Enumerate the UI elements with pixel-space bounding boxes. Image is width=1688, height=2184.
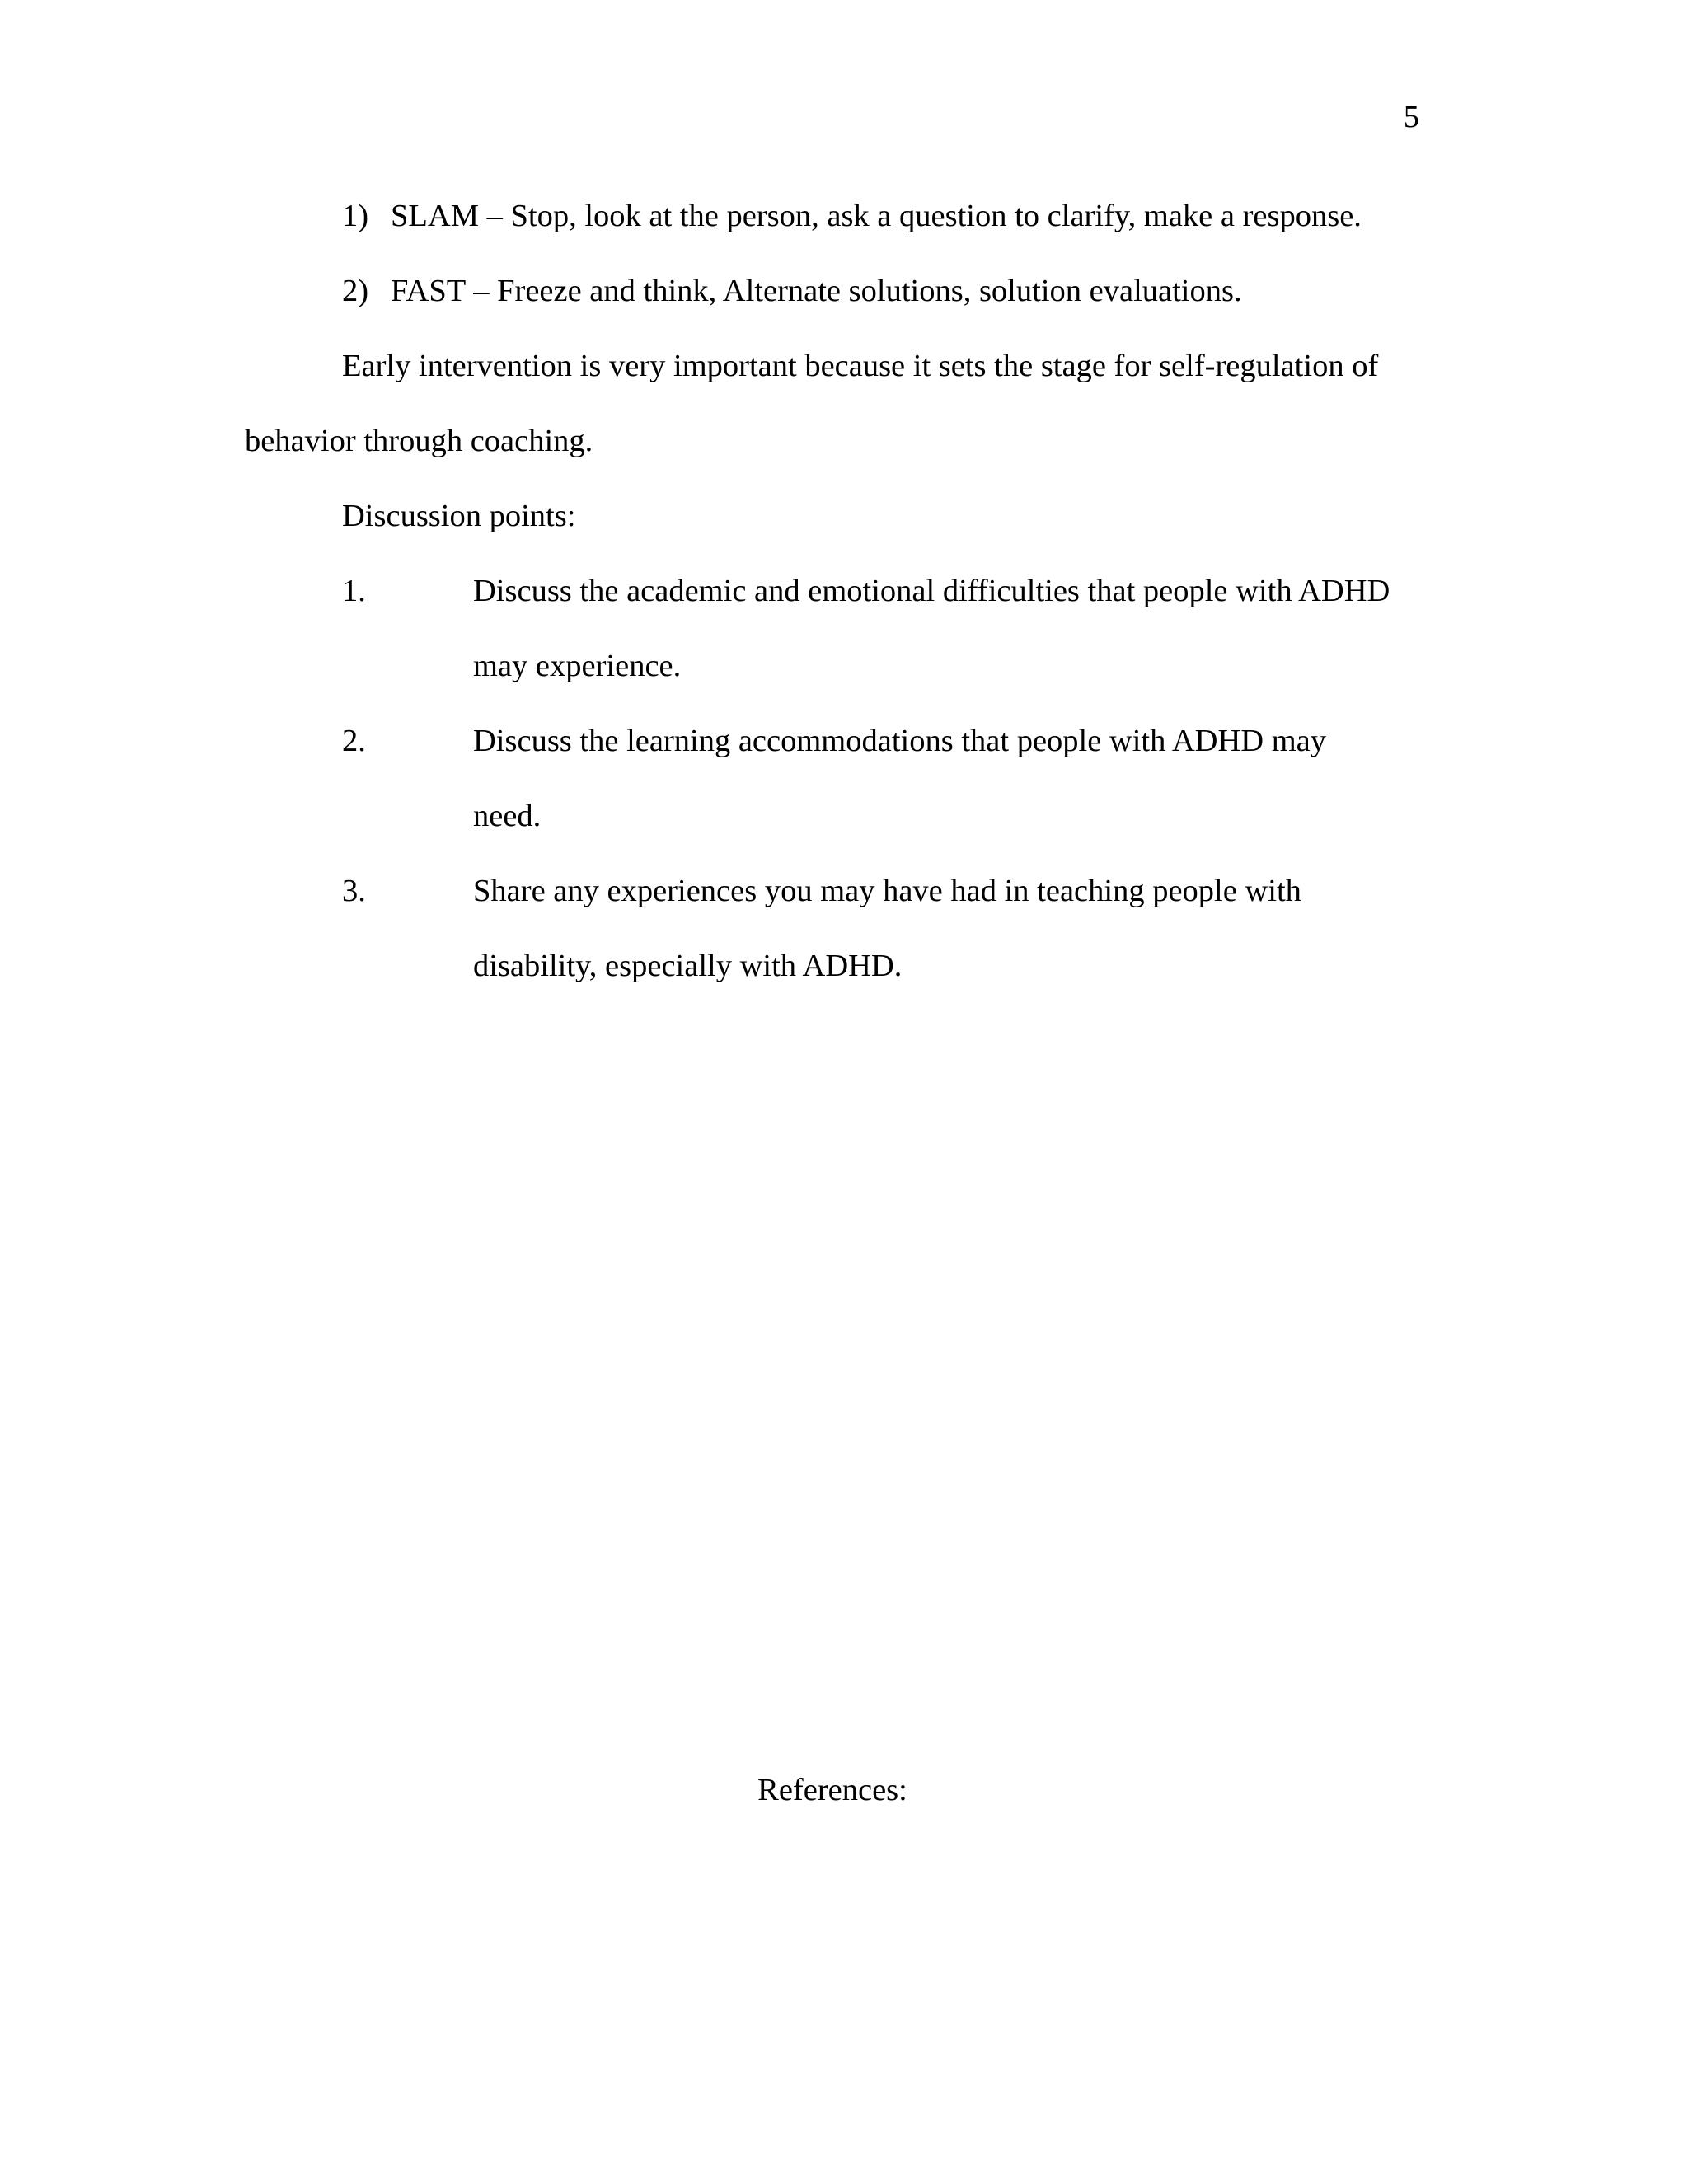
page-number: 5 bbox=[1403, 100, 1419, 134]
strategy-marker-slam: 1) bbox=[342, 199, 369, 233]
paragraph-line-1: Early intervention is very important because it sets the stage for self-regulation of bbox=[342, 349, 1379, 383]
discussion-point-2-line-2: need. bbox=[473, 799, 542, 833]
discussion-heading: Discussion points: bbox=[342, 499, 576, 533]
discussion-point-1-line-2: may experience. bbox=[473, 649, 682, 683]
strategy-item-fast: FAST – Freeze and think, Alternate solutions, solution evaluations. bbox=[391, 274, 1242, 308]
references-heading: References: bbox=[757, 1773, 907, 1807]
paragraph-line-2: behavior through coaching. bbox=[245, 424, 593, 458]
strategy-item-slam: SLAM – Stop, look at the person, ask a question to clarify, make a response. bbox=[391, 199, 1362, 233]
discussion-number-1: 1. bbox=[342, 574, 366, 608]
discussion-number-3: 3. bbox=[342, 874, 366, 908]
discussion-number-2: 2. bbox=[342, 724, 366, 758]
discussion-point-1-line-1: Discuss the academic and emotional difficulties that people with ADHD bbox=[473, 574, 1390, 608]
strategy-marker-fast: 2) bbox=[342, 274, 369, 308]
discussion-point-2-line-1: Discuss the learning accommodations that people with ADHD may bbox=[473, 724, 1327, 758]
discussion-point-3-line-1: Share any experiences you may have had in teaching people with bbox=[473, 874, 1301, 908]
discussion-point-3-line-2: disability, especially with ADHD. bbox=[473, 949, 903, 983]
